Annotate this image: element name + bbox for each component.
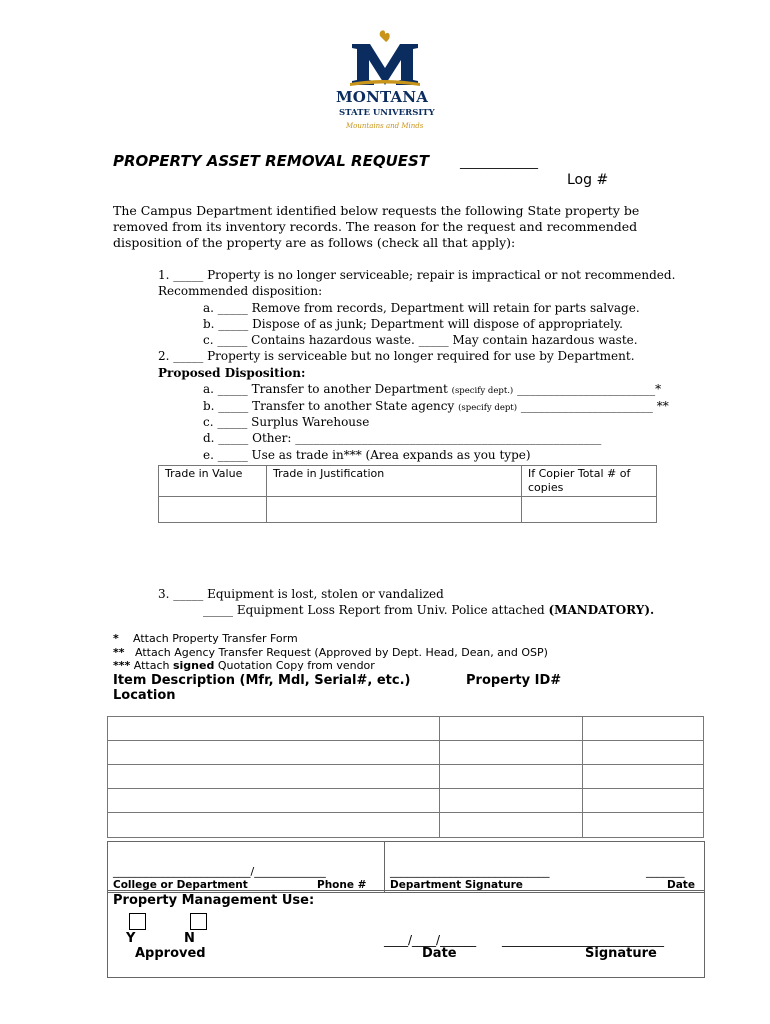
log-number-label: Log # [567,172,609,188]
logo-subtitle: STATE UNIVERSITY [339,108,435,118]
intro-line-2: removed from its inventory records. The reason for the request and recommended [113,219,638,234]
item-row-5-property-id[interactable] [583,813,704,838]
note-1-text: Attach Property Transfer Form [133,632,298,645]
option-2[interactable]: 2. _____ Property is serviceable but no longer required for use by Department. [158,349,635,363]
option-2c[interactable]: c. _____ Surplus Warehouse [203,415,370,429]
option-2a[interactable] [203,382,661,396]
property-management-title: Property Management Use: [113,893,315,908]
loss-report-text: _____ Equipment Loss Report from Univ. Police attached [203,603,545,617]
item-row-2-location[interactable] [440,741,583,765]
item-row-3-description[interactable] [108,765,440,789]
items-table [107,716,704,838]
trade-in-justification-cell[interactable] [267,497,522,523]
msu-logo [330,30,440,134]
item-row-1-property-id[interactable] [583,717,704,741]
mandatory-label: (MANDATORY). [548,603,655,617]
item-row-5-description[interactable] [108,813,440,838]
trade-in-justification-header: Trade in Justification [267,466,522,497]
logo-tagline: Mountains and Minds [346,122,424,130]
department-signature-label: Department Signature [390,879,523,891]
dept-date-label: Date [667,879,695,891]
log-number-line[interactable]: _____________ [460,155,538,169]
item-row-4-location[interactable] [440,789,583,813]
no-label: N [184,931,195,946]
note-2-text: Attach Agency Transfer Request (Approved by Dept. Head, Dean, and OSP) [135,646,548,659]
option-2a-text: a. _____ Transfer to another Department [203,382,448,396]
trade-in-table [158,465,657,523]
note-3-text-a: Attach [133,659,170,672]
trade-in-value-cell[interactable] [159,497,267,523]
pm-signature-label: Signature [585,946,657,961]
item-row-4-description[interactable] [108,789,440,813]
note-3-mark: *** [113,659,131,672]
property-id-header: Property ID# [466,673,562,688]
copier-total-header: If Copier Total # of copies [522,466,657,497]
college-department-label: College or Department [113,879,248,891]
college-phone-line[interactable]: _________________________/_____________ [113,865,326,878]
option-2a-specify: (specify dept.) [451,386,514,396]
item-row-3-property-id[interactable] [583,765,704,789]
trade-in-value-header: Trade in Value [159,466,267,497]
intro-line-3: disposition of the property are as follows (check all that apply): [113,235,516,250]
approved-label: Approved [135,946,206,961]
note-2 [113,646,548,659]
msu-m-icon [330,30,440,90]
item-row-5-location[interactable] [440,813,583,838]
item-description-header: Item Description (Mfr, Mdl, Serial#, etc.) [113,673,411,688]
note-2-mark: ** [113,646,125,659]
option-2a-field[interactable]: _______________________* [517,382,662,396]
option-1[interactable]: 1. _____ Property is no longer serviceable; repair is impractical or not recommended. [158,268,676,282]
copier-total-cell[interactable] [522,497,657,523]
option-2b-specify: (specify dept) [458,403,518,413]
note-3 [113,659,375,672]
department-signature-line[interactable]: _____________________________ [390,865,550,878]
dept-date-line[interactable]: _______ [646,865,685,878]
item-row-1-description[interactable] [108,717,440,741]
pm-signature-line[interactable]: ___________________________ [502,933,664,947]
location-header: Location [113,688,176,703]
yes-label: Y [126,931,136,946]
option-3[interactable]: 3. _____ Equipment is lost, stolen or vandalized [158,587,444,601]
recommended-disposition-label: Recommended disposition: [158,284,323,298]
option-2e[interactable]: e. _____ Use as trade in*** (Area expands as you type) [203,448,531,462]
intro-line-1: The Campus Department identified below requests the following State property be [113,203,640,218]
option-1a[interactable]: a. _____ Remove from records, Department will retain for parts salvage. [203,301,640,315]
note-1 [113,632,298,645]
pm-date-label: Date [422,946,457,961]
option-1c[interactable]: c. _____ Contains hazardous waste. _____ May contain hazardous waste. [203,333,638,347]
option-2d[interactable]: d. _____ Other: ___________________________________________________ [203,431,602,445]
note-3-text-b: signed [172,659,215,672]
proposed-disposition-label: Proposed Disposition: [158,366,306,380]
pm-date-line[interactable]: ____/____/______ [384,933,477,947]
note-3-text-c: Quotation Copy from vendor [217,659,375,672]
item-row-2-description[interactable] [108,741,440,765]
phone-label: Phone # [317,879,367,891]
approved-no-checkbox[interactable] [190,913,207,930]
item-row-3-location[interactable] [440,765,583,789]
logo-title: MONTANA [336,88,429,106]
option-2b[interactable] [203,399,669,413]
option-2b-field[interactable]: ______________________ ** [520,399,669,413]
option-3-loss-report[interactable] [203,603,654,617]
option-2b-text: b. _____ Transfer to another State agency [203,399,455,413]
option-1b[interactable]: b. _____ Dispose of as junk; Department will dispose of appropriately. [203,317,623,331]
item-row-4-property-id[interactable] [583,789,704,813]
note-1-mark: * [113,632,119,645]
form-title: PROPERTY ASSET REMOVAL REQUEST [113,152,430,170]
item-row-1-location[interactable] [440,717,583,741]
item-row-2-property-id[interactable] [583,741,704,765]
approved-yes-checkbox[interactable] [129,913,146,930]
